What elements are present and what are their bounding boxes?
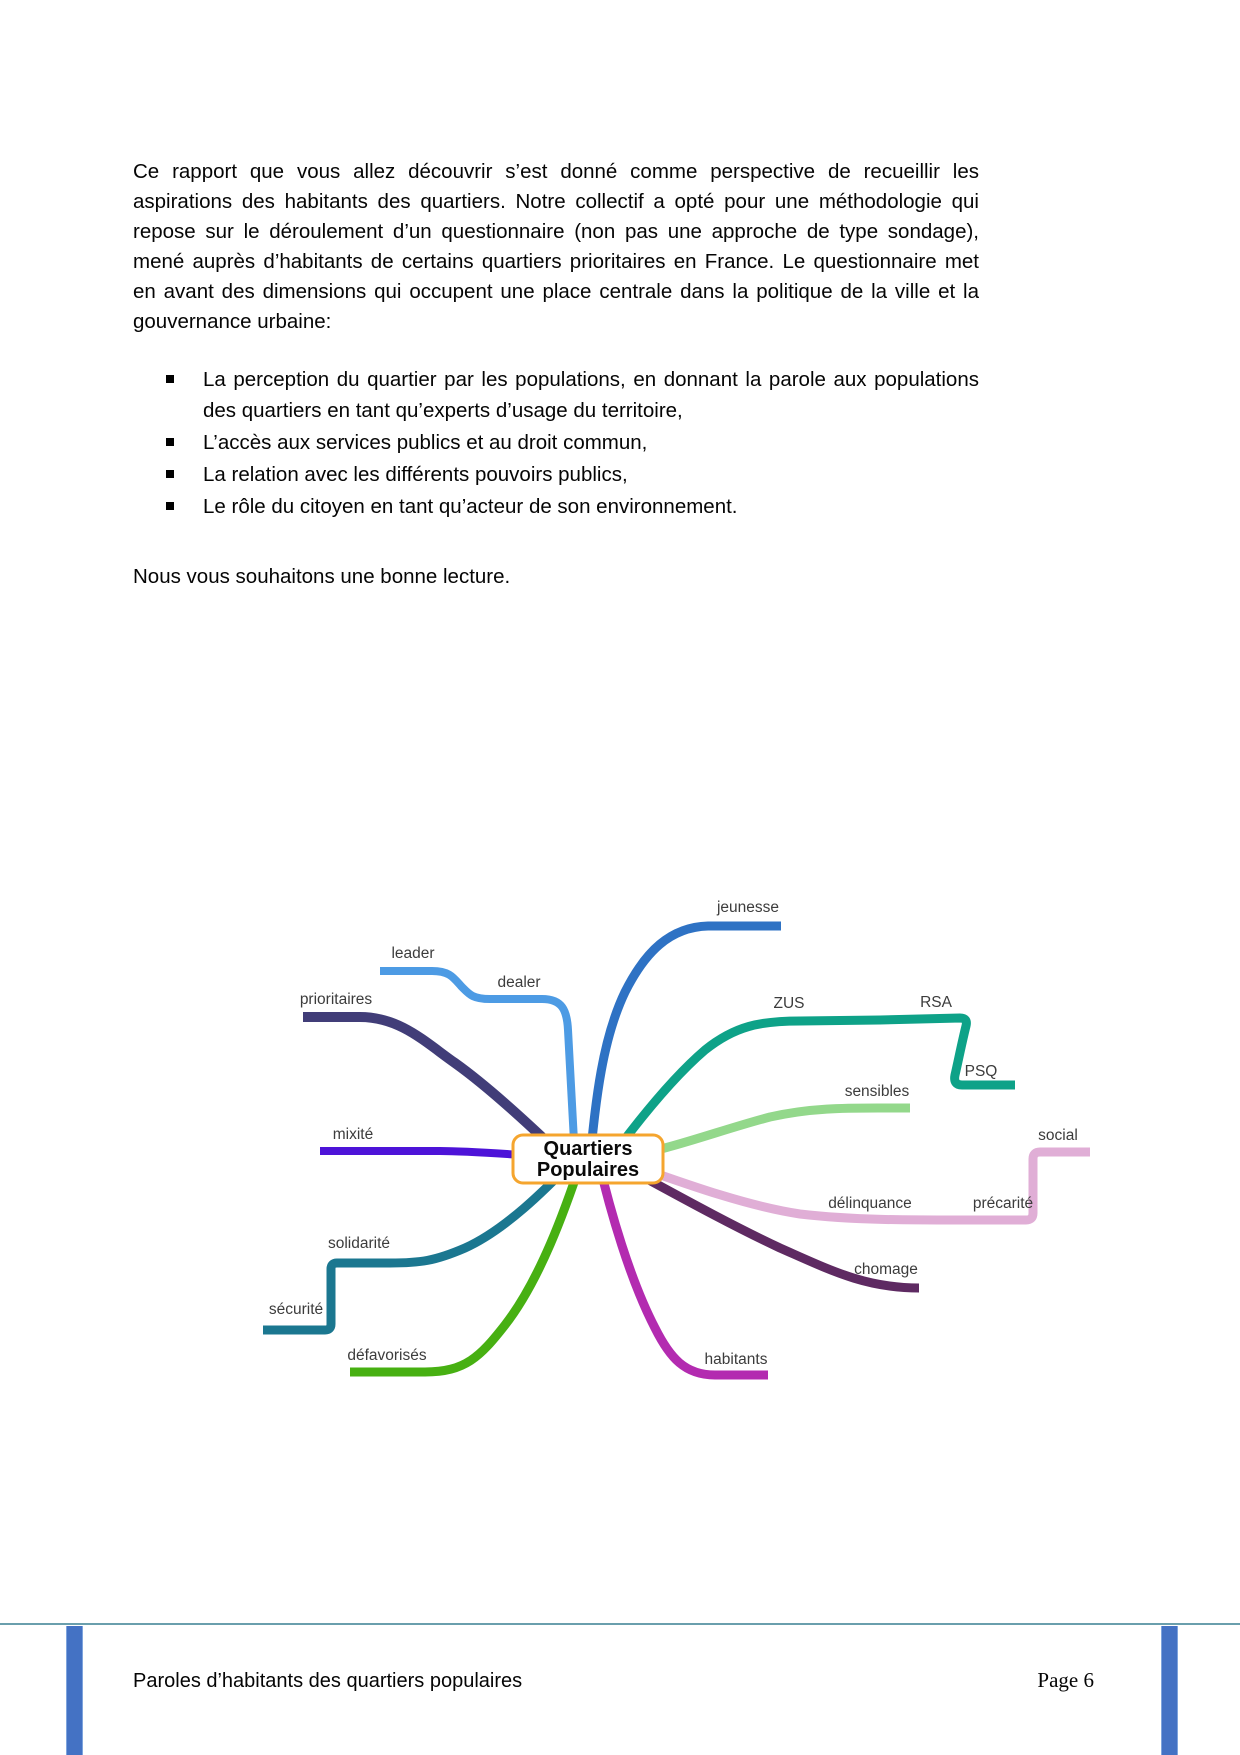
footer-right-bar <box>1161 1626 1178 1755</box>
list-item-text: Le rôle du citoyen en tant qu’acteur de son environnement. <box>203 495 738 518</box>
list-item <box>133 459 979 490</box>
branch-habitants <box>598 1159 768 1375</box>
square-bullet-icon <box>166 502 174 510</box>
bullet-list <box>133 364 979 523</box>
footer-left-bar <box>66 1626 83 1755</box>
node-label-precarite: précarité <box>972 1195 1034 1212</box>
list-item-text: L’accès aux services publics et au droit commun, <box>203 431 648 454</box>
branch-zus-rsa-psq <box>610 1018 1015 1159</box>
node-label-leader: leader <box>391 945 435 962</box>
list-item-text: La perception du quartier par les populations, en donnant la parole aux populations des quartiers en tant qu’experts d’usage du territoire, <box>203 368 979 422</box>
mindmap-diagram <box>0 780 1240 1425</box>
node-label-delinquance: délinquance <box>828 1195 912 1212</box>
node-label-sensibles: sensibles <box>844 1083 910 1100</box>
node-label-jeunesse: jeunesse <box>716 899 780 916</box>
branch-leader-dealer <box>380 971 575 1159</box>
center-node-title-line2: Populaires <box>536 1159 640 1181</box>
node-label-rsa: RSA <box>920 994 952 1011</box>
list-item <box>133 364 979 426</box>
node-label-dealer: dealer <box>497 974 541 991</box>
node-label-habitants: habitants <box>704 1351 768 1368</box>
node-label-solidarite: solidarité <box>327 1235 391 1252</box>
footer-page-number: Page 6 <box>1037 1668 1094 1692</box>
node-label-mixite: mixité <box>332 1126 374 1143</box>
closing-sentence: Nous vous souhaitons une bonne lecture. <box>133 564 511 588</box>
node-label-chomage: chomage <box>854 1261 918 1278</box>
intro-paragraph: Ce rapport que vous allez découvrir s’est donné comme perspective de recueillir les aspirations des habitants des quartiers. Notre collectif a opté pour une méthodologie qui repose sur le déroulement d’un questionnaire (non pas une approche de type sondage), mené auprès d’habitants de certains quartiers prioritaires en France. Le questionnaire met en avant des dimensions qui occupent une place centrale dans la politique de la ville et la gouvernance urbaine: <box>133 159 979 333</box>
square-bullet-icon <box>166 375 174 383</box>
node-label-defavorises: défavorisés <box>347 1347 427 1364</box>
list-item <box>133 427 979 458</box>
center-node-title-line1: Quartiers <box>543 1138 633 1160</box>
footer-document-title: Paroles d’habitants des quartiers populaires <box>133 1670 523 1692</box>
square-bullet-icon <box>166 470 174 478</box>
node-label-prioritaires: prioritaires <box>299 991 373 1008</box>
square-bullet-icon <box>166 438 174 446</box>
node-label-social: social <box>1038 1127 1078 1144</box>
footer-rule <box>0 1623 1240 1625</box>
node-label-psq: PSQ <box>964 1063 998 1080</box>
node-label-securite: sécurité <box>268 1301 324 1318</box>
list-item-text: La relation avec les différents pouvoirs publics, <box>203 463 628 486</box>
list-item <box>133 491 979 522</box>
node-label-zus: ZUS <box>773 995 805 1012</box>
